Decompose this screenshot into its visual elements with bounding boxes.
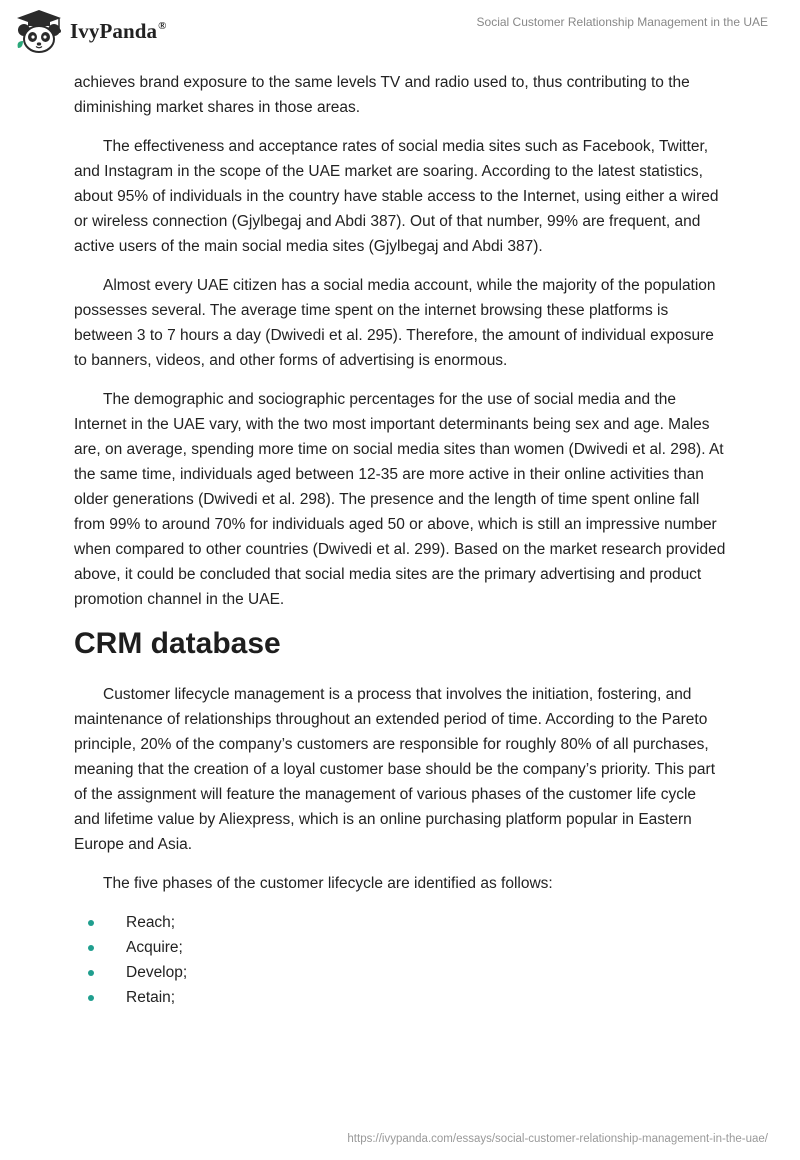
bullet-icon [88,970,94,976]
paragraph: The demographic and sociographic percentages for the use of social media and the Internet in the UAE vary, with the two most important determinants being sex and age. Males are, on average, spending more time on social media sites than women (Dwivedi et al. 298). At the same time, individuals aged between 12-35 are more active in their online activities than older generations (Dwivedi et al. 298). The presence and the length of time spent online fall from 99% to around 70% for individuals aged 50 or above, which is still an impressive number when compared to other countries (Dwivedi et al. 299). Based on the market research provided above, it could be concluded that social media sites are the primary advertising and product promotion channel in the UAE. [74,391,726,608]
source-url-link[interactable]: https://ivypanda.com/essays/social-customer-relationship-management-in-the-uae/ [347,1133,768,1145]
list-item: Retain; [74,985,726,1010]
list-item: Reach; [74,910,726,935]
bullet-icon [88,995,94,1001]
bullet-icon [88,945,94,951]
page-header [0,0,800,62]
ivypanda-logo[interactable] [14,8,167,54]
section-heading: CRM database [74,627,281,660]
essay-body [74,70,726,1010]
document-title: Social Customer Relationship Management in the UAE [476,15,768,29]
list-item: Develop; [74,960,726,985]
list-item: Acquire; [74,935,726,960]
panda-graduate-icon [14,8,64,54]
bullet-icon [88,920,94,926]
brand-name: IvyPanda® [70,18,167,43]
lifecycle-list [74,910,726,1010]
paragraph: The five phases of the customer lifecycle are identified as follows: [103,875,553,892]
paragraph: Almost every UAE citizen has a social media account, while the majority of the population possesses several. The average time spent on the internet browsing these platforms is between 3 to 7 hours a day (Dwivedi et al. 295). Therefore, the amount of individual exposure to banners, videos, and other forms of advertising is enormous. [74,277,716,369]
paragraph-continuation: achieves brand exposure to the same levels TV and radio used to, thus contributing to the diminishing market shares in those areas. [74,74,690,116]
paragraph: The effectiveness and acceptance rates of social media sites such as Facebook, Twitter, and Instagram in the scope of the UAE market are soaring. According to the latest statistics, about 95% of individuals in the country have stable access to the Internet, using either a wired or wireless connection (Gjylbegaj and Abdi 387). Out of that number, 99% are frequent, and active users of the main social media sites (Gjylbegaj and Abdi 387). [74,138,719,255]
paragraph: Customer lifecycle management is a process that involves the initiation, fostering, and maintenance of relationships throughout an extended period of time. According to the Pareto principle, 20% of the company’s customers are responsible for roughly 80% of all purchases, meaning that the creation of a loyal customer base should be the company’s priority. This part of the assignment will feature the management of various phases of the customer life cycle and lifetime value by Aliexpress, which is an online purchasing platform popular in Eastern Europe and Asia. [74,686,716,853]
